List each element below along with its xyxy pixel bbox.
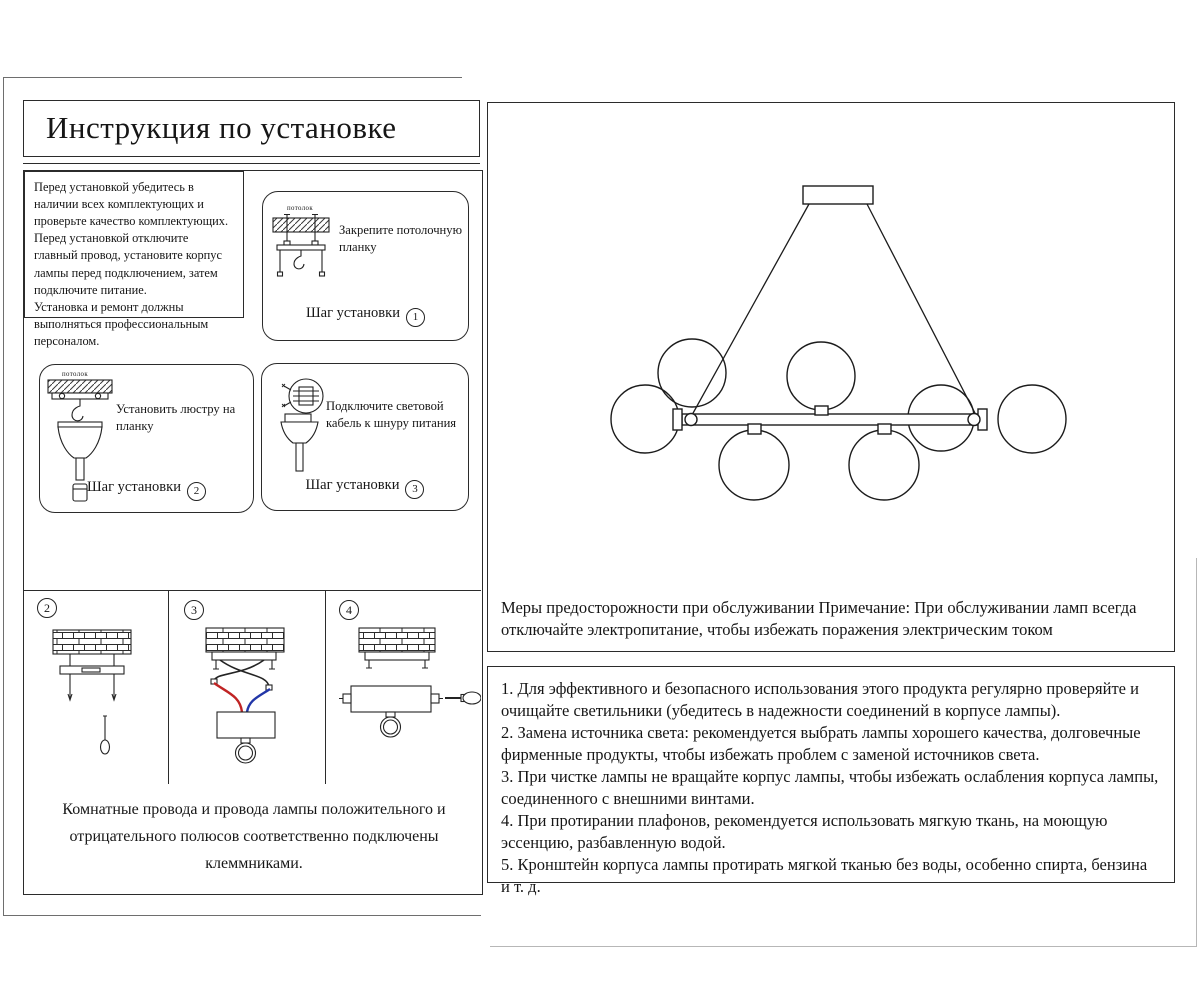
maintenance-box bbox=[487, 666, 1175, 896]
step-box-1 bbox=[262, 191, 469, 341]
step-caption: Подключите световой кабель к шнуру питания bbox=[326, 399, 457, 430]
intro-box bbox=[24, 171, 244, 348]
step-number-badge: 1 bbox=[406, 308, 425, 327]
step-label-text: Шаг установки bbox=[306, 305, 400, 321]
maintenance-item: 5. Кронштейн корпуса лампы протирать мягкой тканью без воды, особенно спирта, бензина и т. д. bbox=[501, 855, 1148, 896]
maintenance-item: 1. Для эффективного и безопасного использования этого продукта регулярно проверяйте и очищайте светильники (убедитесь в надежности соединений в корпусе лампы). bbox=[501, 679, 1139, 720]
step-number-badge: 2 bbox=[187, 482, 206, 501]
ceiling-label: потолок bbox=[62, 371, 89, 378]
step-box-3 bbox=[261, 363, 469, 511]
left-column bbox=[23, 170, 483, 895]
chandelier-diagram bbox=[488, 103, 1176, 653]
step-label bbox=[263, 305, 468, 327]
outer-frame-right bbox=[1196, 558, 1197, 946]
outer-frame-bottom-right bbox=[490, 946, 1197, 947]
ceiling-label: потолок bbox=[287, 205, 314, 212]
outer-frame-bottom bbox=[3, 915, 481, 916]
step-number-badge: 3 bbox=[405, 480, 424, 499]
ceiling-bracket-icon bbox=[271, 212, 333, 290]
step-label-text: Шаг установки bbox=[305, 477, 400, 493]
outer-frame-top bbox=[3, 77, 462, 78]
step-box-2 bbox=[39, 364, 254, 513]
fixture-diagram-panel bbox=[487, 102, 1175, 652]
intro-line: Установка и ремонт должны выполняться профессиональным персоналом. bbox=[34, 299, 209, 348]
mount-panel-2 bbox=[24, 590, 168, 784]
mount-panel-4 bbox=[325, 590, 481, 784]
mount-panel-3 bbox=[168, 590, 325, 784]
maintenance-item: 4. При протирании плафонов, рекомендуется использовать мягкую ткань, на моющую эссенцию, разбавленную водой. bbox=[501, 811, 1108, 852]
intro-line: Перед установкой убедитесь в наличии всех комплектующих и проверьте качество комплектующих. bbox=[34, 180, 229, 229]
page-title: Инструкция по установке bbox=[46, 110, 397, 145]
maintenance-item: 3. При чистке лампы не вращайте корпус лампы, чтобы избежать ослабления корпуса лампы, соединенного с внешними винтами. bbox=[501, 767, 1159, 808]
outer-frame-left bbox=[3, 77, 4, 915]
step-caption: Установить люстру на планку bbox=[116, 402, 236, 433]
step-label bbox=[262, 477, 468, 499]
intro-line: Перед установкой отключите главный провод, установите корпус лампы перед подключением, затем подключите питание. bbox=[34, 231, 222, 297]
panel-number-badge: 4 bbox=[339, 600, 359, 620]
step-caption: Закрепите потолочную планку bbox=[339, 223, 462, 254]
panel-number-badge: 2 bbox=[37, 598, 57, 618]
connect-cable-icon bbox=[272, 374, 330, 480]
panel-number-badge: 3 bbox=[184, 600, 204, 620]
title-box bbox=[23, 100, 480, 157]
title-separator-line bbox=[23, 163, 480, 164]
mount-diagram-drill bbox=[24, 590, 168, 784]
maintenance-item: 2. Замена источника света: рекомендуется выбрать лампы хорошего качества, долговечные фирменные продукты, чтобы избежать проблем с заменой источников света. bbox=[501, 723, 1141, 764]
step-label bbox=[40, 479, 253, 501]
wiring-note: Комнатные провода и провода лампы положительного и отрицательного полюсов соответственно подключены клеммниками. bbox=[62, 801, 446, 872]
step-label-text: Шаг установки bbox=[87, 479, 181, 495]
safety-note: Меры предосторожности при обслуживании Примечание: При обслуживании ламп всегда отключайте электропитание, чтобы избежать поражения электрическим током bbox=[501, 598, 1137, 639]
